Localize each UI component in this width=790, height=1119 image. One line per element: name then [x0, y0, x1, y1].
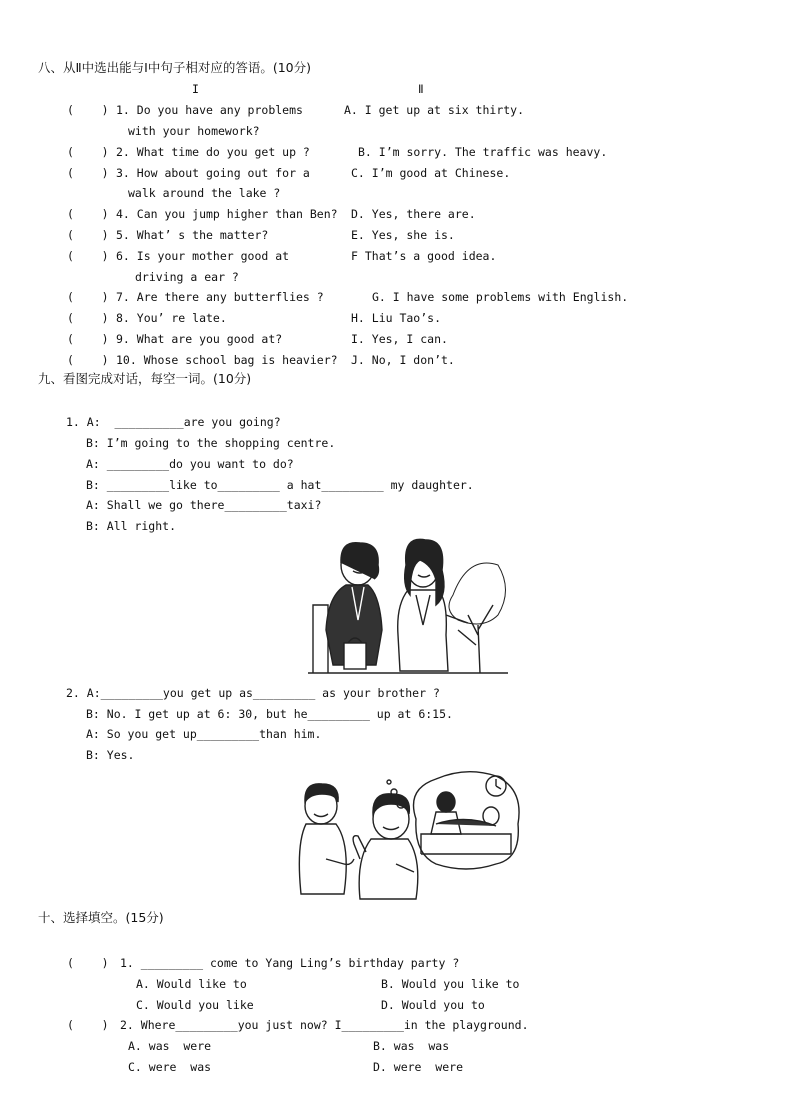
section9-title: 九、看图完成对话，每空一词。(10分) [38, 371, 252, 386]
answer-d: D. Yes, there are. [351, 207, 476, 221]
question-2: 2. What time do you get up ? [116, 145, 310, 159]
section10-title: 十、选择填空。(15分) [38, 910, 164, 925]
mc-question-2: 2. Where_________you just now? I_________in the playground. [120, 1018, 529, 1032]
women-shopping-illustration [308, 535, 508, 677]
mc-blank-2[interactable]: ( ) [67, 1018, 109, 1032]
mc-q1-option-b[interactable]: B. Would you like to [381, 977, 520, 991]
mc-q1-option-c[interactable]: C. Would you like [136, 998, 254, 1012]
mc-q1-option-a[interactable]: A. Would like to [136, 977, 247, 991]
question-9: 9. What are you good at? [116, 332, 283, 346]
question-1-cont: with your homework? [128, 124, 260, 138]
mc-q1-option-d[interactable]: D. Would you to [381, 998, 485, 1012]
answer-f: F That’s a good idea. [351, 249, 497, 263]
boys-talking-illustration [296, 764, 524, 902]
question-4: 4. Can you jump higher than Ben? [116, 207, 338, 221]
answer-blank-4[interactable]: ( ) [67, 207, 109, 221]
answer-a: A. I get up at six thirty. [344, 103, 525, 117]
answer-blank-3[interactable]: ( ) [67, 166, 109, 180]
answer-blank-8[interactable]: ( ) [67, 311, 109, 325]
dialog1-line-6: B: All right. [86, 519, 177, 533]
dialog1-line-4: B: _________like to_________ a hat_________ my daughter. [86, 478, 474, 492]
answer-h: H. Liu Tao’s. [351, 311, 442, 325]
column-ii-header: Ⅱ [418, 82, 424, 96]
question-3-cont: walk around the lake ? [128, 186, 281, 200]
dialog1-line-2: B: I’m going to the shopping centre. [86, 436, 336, 450]
question-7: 7. Are there any butterflies ? [116, 290, 324, 304]
mc-q2-option-a[interactable]: A. was were [128, 1039, 212, 1053]
answer-e: E. Yes, she is. [351, 228, 455, 242]
answer-g: G. I have some problems with English. [372, 290, 629, 304]
dialog2-line-4: B: Yes. [86, 748, 135, 762]
question-5: 5. What’ s the matter? [116, 228, 269, 242]
answer-j: J. No, I don’t. [351, 353, 455, 367]
mc-blank-1[interactable]: ( ) [67, 956, 109, 970]
dialog2-line-1: 2. A:_________you get up as_________ as your brother ? [66, 686, 440, 700]
answer-blank-9[interactable]: ( ) [67, 332, 109, 346]
mc-q2-option-c[interactable]: C. were was [128, 1060, 212, 1074]
question-8: 8. You’ re late. [116, 311, 227, 325]
answer-blank-2[interactable]: ( ) [67, 145, 109, 159]
answer-blank-7[interactable]: ( ) [67, 290, 109, 304]
mc-q2-option-b[interactable]: B. was was [373, 1039, 450, 1053]
question-1: 1. Do you have any problems [116, 103, 303, 117]
dialog2-line-3: A: So you get up_________than him. [86, 727, 322, 741]
answer-blank-5[interactable]: ( ) [67, 228, 109, 242]
section8-title: 八、从Ⅱ中选出能与Ⅰ中句子相对应的答语。(10分) [38, 60, 311, 75]
answer-b: B. I’m sorry. The traffic was heavy. [358, 145, 608, 159]
dialog1-line-5: A: Shall we go there_________taxi? [86, 498, 322, 512]
answer-c: C. I’m good at Chinese. [351, 166, 511, 180]
mc-q2-option-d[interactable]: D. were were [373, 1060, 464, 1074]
mc-question-1: 1. _________ come to Yang Ling’s birthday party ? [120, 956, 460, 970]
column-i-header: I [192, 82, 199, 96]
dialog2-line-2: B: No. I get up at 6: 30, but he_________ up at 6:15. [86, 707, 453, 721]
answer-blank-6[interactable]: ( ) [67, 249, 109, 263]
question-3: 3. How about going out for a [116, 166, 310, 180]
question-6-cont: driving a ear ? [135, 270, 239, 284]
answer-blank-10[interactable]: ( ) [67, 353, 109, 367]
answer-i: I. Yes, I can. [351, 332, 448, 346]
dialog1-line-1: 1. A: __________are you going? [66, 415, 281, 429]
answer-blank-1[interactable]: ( ) [67, 103, 109, 117]
dialog1-line-3: A: _________do you want to do? [86, 457, 294, 471]
question-10: 10. Whose school bag is heavier? [116, 353, 338, 367]
question-6: 6. Is your mother good at [116, 249, 290, 263]
